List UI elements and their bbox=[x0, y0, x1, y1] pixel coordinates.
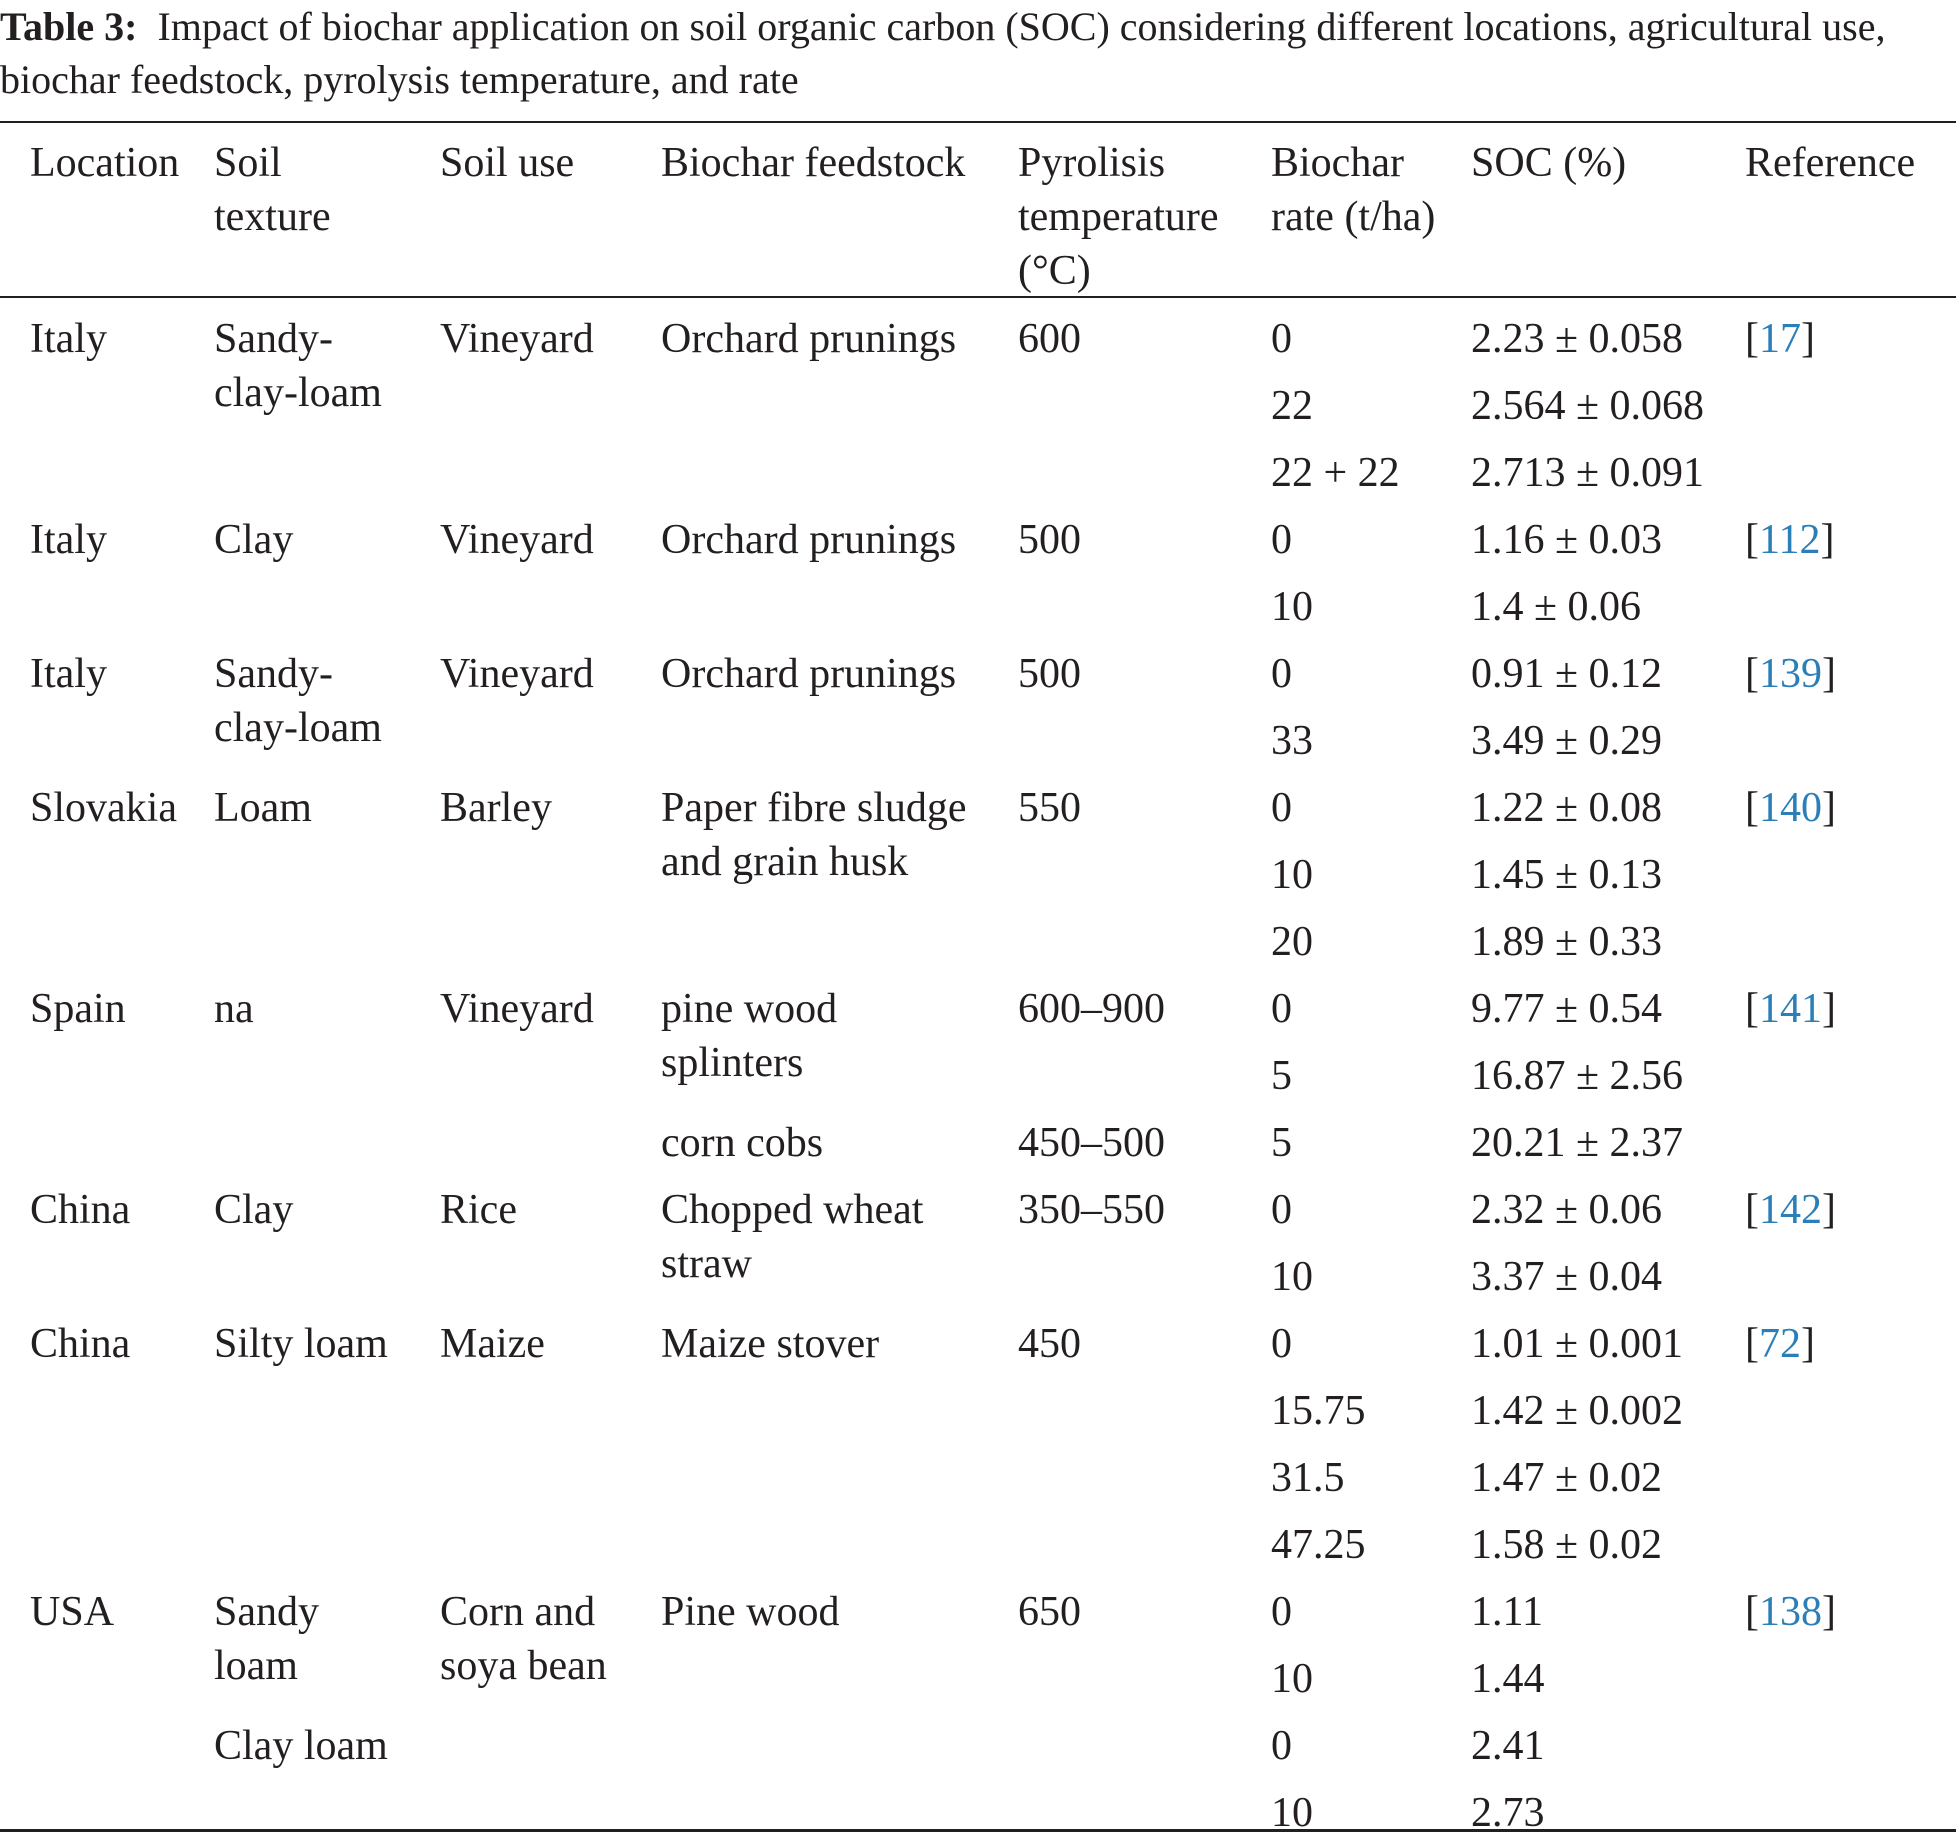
cell-location: Italy bbox=[30, 651, 107, 697]
cell-biochar-feedstock: Orchard prunings bbox=[661, 651, 957, 697]
cell-soil-texture: Clay loam bbox=[214, 1723, 388, 1769]
cell-soc: 9.77 ± 0.54 bbox=[1471, 986, 1663, 1032]
cell-reference: [112] bbox=[1745, 517, 1835, 563]
cell-location: China bbox=[30, 1321, 131, 1367]
cell-soc: 0.91 ± 0.12 bbox=[1471, 651, 1663, 697]
table-bottom-rule bbox=[0, 1829, 1956, 1832]
cell-reference: [138] bbox=[1745, 1589, 1836, 1635]
cell-soc: 3.49 ± 0.29 bbox=[1471, 718, 1663, 764]
cell-biochar-rate: 0 bbox=[1271, 1187, 1292, 1233]
header-pyrolysis-temperature: Pyrolisis bbox=[1018, 140, 1166, 186]
cell-pyrolysis-temperature: 550 bbox=[1018, 785, 1081, 831]
header-biochar-rate: rate (t/ha) bbox=[1271, 194, 1436, 240]
cell-soc: 1.42 ± 0.002 bbox=[1471, 1388, 1684, 1434]
cell-biochar-rate: 10 bbox=[1271, 852, 1313, 898]
cell-biochar-rate: 10 bbox=[1271, 1656, 1313, 1702]
cell-biochar-rate: 0 bbox=[1271, 986, 1292, 1032]
cell-soc: 2.41 bbox=[1471, 1723, 1545, 1769]
cell-reference: [139] bbox=[1745, 651, 1836, 697]
cell-reference: [142] bbox=[1745, 1187, 1836, 1233]
reference-link[interactable]: 141 bbox=[1759, 986, 1822, 1032]
cell-reference: [72] bbox=[1745, 1321, 1815, 1367]
cell-reference: [141] bbox=[1745, 986, 1836, 1032]
cell-location: Spain bbox=[30, 986, 126, 1032]
cell-pyrolysis-temperature: 500 bbox=[1018, 651, 1081, 697]
cell-pyrolysis-temperature: 500 bbox=[1018, 517, 1081, 563]
cell-biochar-rate: 20 bbox=[1271, 919, 1313, 965]
cell-soc: 2.73 bbox=[1471, 1790, 1545, 1836]
header-location: Location bbox=[30, 140, 180, 186]
cell-soil-texture: Loam bbox=[214, 785, 312, 831]
cell-soil-texture: Silty loam bbox=[214, 1321, 388, 1367]
cell-biochar-feedstock: Paper fibre sludge bbox=[661, 785, 967, 831]
cell-biochar-rate: 5 bbox=[1271, 1053, 1292, 1099]
cell-biochar-feedstock: and grain husk bbox=[661, 839, 909, 885]
reference-link[interactable]: 17 bbox=[1759, 316, 1801, 362]
cell-biochar-rate: 0 bbox=[1271, 1589, 1292, 1635]
cell-soil-texture: Clay bbox=[214, 517, 294, 563]
cell-soil-use: Rice bbox=[440, 1187, 517, 1233]
table-caption bbox=[0, 0, 1956, 106]
cell-biochar-feedstock: straw bbox=[661, 1241, 752, 1287]
cell-soil-use: Vineyard bbox=[440, 517, 594, 563]
cell-biochar-feedstock: Orchard prunings bbox=[661, 517, 957, 563]
cell-location: Italy bbox=[30, 517, 107, 563]
cell-biochar-rate: 0 bbox=[1271, 785, 1292, 831]
cell-biochar-rate: 0 bbox=[1271, 651, 1292, 697]
cell-biochar-rate: 0 bbox=[1271, 517, 1292, 563]
cell-biochar-rate: 5 bbox=[1271, 1120, 1292, 1166]
cell-location: Italy bbox=[30, 316, 107, 362]
cell-biochar-feedstock: Maize stover bbox=[661, 1321, 880, 1367]
cell-soil-use: Maize bbox=[440, 1321, 545, 1367]
header-biochar-rate: Biochar bbox=[1271, 140, 1404, 186]
cell-soc: 16.87 ± 2.56 bbox=[1471, 1053, 1684, 1099]
cell-biochar-rate: 33 bbox=[1271, 718, 1313, 764]
cell-soc: 1.47 ± 0.02 bbox=[1471, 1455, 1663, 1501]
cell-soc: 3.37 ± 0.04 bbox=[1471, 1254, 1663, 1300]
cell-biochar-rate: 31.5 bbox=[1271, 1455, 1345, 1501]
cell-biochar-rate: 0 bbox=[1271, 316, 1292, 362]
cell-pyrolysis-temperature: 650 bbox=[1018, 1589, 1081, 1635]
cell-soil-texture: Sandy- bbox=[214, 316, 333, 362]
cell-biochar-rate: 47.25 bbox=[1271, 1522, 1366, 1568]
cell-biochar-rate: 22 + 22 bbox=[1271, 450, 1400, 496]
header-soil-use: Soil use bbox=[440, 140, 575, 186]
header-biochar-feedstock: Biochar feedstock bbox=[661, 140, 966, 186]
cell-soil-use: Vineyard bbox=[440, 986, 594, 1032]
cell-soil-texture: Clay bbox=[214, 1187, 294, 1233]
caption-label: Table 3: bbox=[0, 4, 138, 49]
cell-reference: [17] bbox=[1745, 316, 1815, 362]
cell-soc: 2.713 ± 0.091 bbox=[1471, 450, 1705, 496]
cell-biochar-rate: 10 bbox=[1271, 1254, 1313, 1300]
cell-soc: 1.4 ± 0.06 bbox=[1471, 584, 1642, 630]
cell-biochar-feedstock: Chopped wheat bbox=[661, 1187, 924, 1233]
table-header-rule bbox=[0, 296, 1956, 298]
header-reference: Reference bbox=[1745, 140, 1916, 186]
header-soil-texture: texture bbox=[214, 194, 331, 240]
cell-soc: 1.11 bbox=[1471, 1589, 1543, 1635]
reference-link[interactable]: 138 bbox=[1759, 1589, 1822, 1635]
cell-biochar-rate: 0 bbox=[1271, 1723, 1292, 1769]
cell-soc: 2.564 ± 0.068 bbox=[1471, 383, 1705, 429]
header-soil-texture: Soil bbox=[214, 140, 282, 186]
cell-soil-texture: clay-loam bbox=[214, 370, 382, 416]
cell-soil-use: Corn and bbox=[440, 1589, 596, 1635]
cell-biochar-rate: 10 bbox=[1271, 584, 1313, 630]
cell-soil-use: Vineyard bbox=[440, 651, 594, 697]
cell-pyrolysis-temperature: 600–900 bbox=[1018, 986, 1165, 1032]
cell-biochar-rate: 22 bbox=[1271, 383, 1313, 429]
reference-link[interactable]: 140 bbox=[1759, 785, 1822, 831]
cell-soc: 1.58 ± 0.02 bbox=[1471, 1522, 1663, 1568]
cell-reference: [140] bbox=[1745, 785, 1836, 831]
cell-soc: 1.01 ± 0.001 bbox=[1471, 1321, 1684, 1367]
cell-soil-use: soya bean bbox=[440, 1643, 607, 1689]
cell-pyrolysis-temperature: 450 bbox=[1018, 1321, 1081, 1367]
reference-link[interactable]: 139 bbox=[1759, 651, 1822, 697]
cell-location: USA bbox=[30, 1589, 115, 1635]
header-pyrolysis-temperature: temperature bbox=[1018, 194, 1219, 240]
cell-soil-use: Vineyard bbox=[440, 316, 594, 362]
header-soc: SOC (%) bbox=[1471, 140, 1627, 186]
cell-soil-texture: na bbox=[214, 986, 254, 1032]
cell-pyrolysis-temperature: 600 bbox=[1018, 316, 1081, 362]
cell-soil-texture: loam bbox=[214, 1643, 298, 1689]
cell-biochar-feedstock: Pine wood bbox=[661, 1589, 840, 1635]
cell-soc: 1.89 ± 0.33 bbox=[1471, 919, 1663, 965]
cell-pyrolysis-temperature: 450–500 bbox=[1018, 1120, 1165, 1166]
cell-soc: 1.44 bbox=[1471, 1656, 1545, 1702]
cell-biochar-rate: 15.75 bbox=[1271, 1388, 1366, 1434]
cell-biochar-feedstock: splinters bbox=[661, 1040, 804, 1086]
reference-link[interactable]: 72 bbox=[1759, 1321, 1801, 1367]
cell-soil-texture: clay-loam bbox=[214, 705, 382, 751]
table-top-rule bbox=[0, 121, 1956, 123]
cell-soc: 2.23 ± 0.058 bbox=[1471, 316, 1684, 362]
caption-text: Impact of biochar application on soil organic carbon (SOC) considering different locations, agricultural use, biochar feedstock, pyrolysis temperature, and rate bbox=[0, 4, 1886, 102]
header-pyrolysis-temperature: (°C) bbox=[1018, 248, 1091, 294]
cell-biochar-rate: 10 bbox=[1271, 1790, 1313, 1836]
cell-soc: 1.16 ± 0.03 bbox=[1471, 517, 1663, 563]
cell-biochar-feedstock: corn cobs bbox=[661, 1120, 824, 1166]
cell-soc: 1.22 ± 0.08 bbox=[1471, 785, 1663, 831]
cell-soil-texture: Sandy bbox=[214, 1589, 319, 1635]
cell-soil-texture: Sandy- bbox=[214, 651, 333, 697]
reference-link[interactable]: 112 bbox=[1759, 517, 1821, 563]
cell-biochar-feedstock: pine wood bbox=[661, 986, 838, 1032]
cell-location: China bbox=[30, 1187, 131, 1233]
reference-link[interactable]: 142 bbox=[1759, 1187, 1822, 1233]
cell-biochar-feedstock: Orchard prunings bbox=[661, 316, 957, 362]
cell-biochar-rate: 0 bbox=[1271, 1321, 1292, 1367]
cell-soc: 2.32 ± 0.06 bbox=[1471, 1187, 1663, 1233]
cell-location: Slovakia bbox=[30, 785, 177, 831]
cell-soc: 20.21 ± 2.37 bbox=[1471, 1120, 1684, 1166]
cell-pyrolysis-temperature: 350–550 bbox=[1018, 1187, 1165, 1233]
cell-soc: 1.45 ± 0.13 bbox=[1471, 852, 1663, 898]
cell-soil-use: Barley bbox=[440, 785, 552, 831]
